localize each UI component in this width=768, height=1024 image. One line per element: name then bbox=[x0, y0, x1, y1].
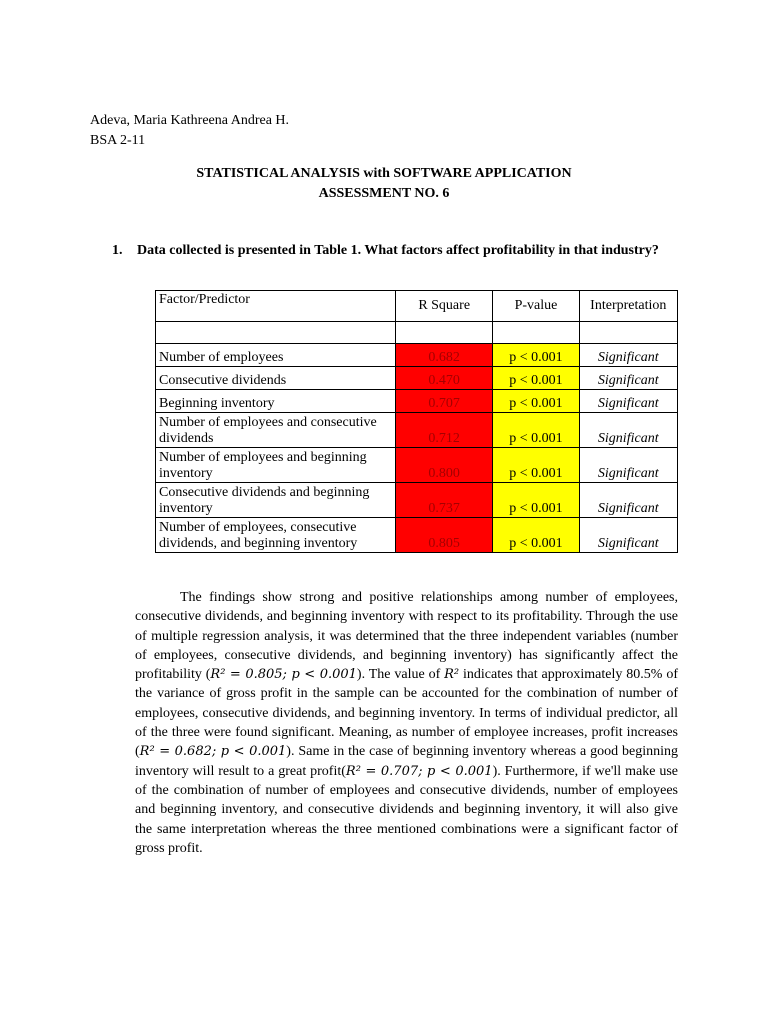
table-row bbox=[156, 390, 678, 413]
p-value-cell: p < 0.001 bbox=[493, 413, 579, 448]
interpretation-cell: Significant bbox=[579, 390, 677, 413]
p-value-cell: p < 0.001 bbox=[493, 390, 579, 413]
header-r-square: R Square bbox=[395, 291, 492, 322]
r-square-cell: 0.682 bbox=[395, 344, 492, 367]
paragraph-text: The findings show strong and positive relationships among number of employees, consecutive dividends, and beginning inventory with respect to its profitability. Through the use of multiple regression analysis, it was determined that the three independent variables (number of employees, consecutive dividends, and beginning inventory) has significantly affect the profitability ( bbox=[135, 590, 678, 683]
p-value-cell: p < 0.001 bbox=[493, 344, 579, 367]
findings-paragraph bbox=[135, 588, 678, 858]
table-row bbox=[156, 413, 678, 448]
interpretation-cell: Significant bbox=[579, 413, 677, 448]
factor-cell: Number of employees, consecutive dividends, and beginning inventory bbox=[156, 518, 396, 553]
blank-cell bbox=[395, 322, 492, 344]
interpretation-cell: Significant bbox=[579, 367, 677, 390]
results-table bbox=[155, 290, 678, 553]
blank-cell bbox=[579, 322, 677, 344]
r-square-cell: 0.805 bbox=[395, 518, 492, 553]
blank-cell bbox=[156, 322, 396, 344]
factor-cell: Consecutive dividends and beginning inventory bbox=[156, 483, 396, 518]
blank-cell bbox=[493, 322, 579, 344]
title-line-2: ASSESSMENT NO. 6 bbox=[318, 186, 450, 201]
interpretation-cell: Significant bbox=[579, 483, 677, 518]
interpretation-cell: Significant bbox=[579, 344, 677, 367]
r-square-cell: 0.737 bbox=[395, 483, 492, 518]
p-value-cell: p < 0.001 bbox=[493, 518, 579, 553]
p-value-cell: p < 0.001 bbox=[493, 367, 579, 390]
document-title bbox=[0, 164, 768, 204]
math-expression: R² bbox=[444, 667, 460, 683]
p-value-cell: p < 0.001 bbox=[493, 483, 579, 518]
paragraph-text: indicates that approximately 80.5% of the variance of gross profit in the sample can be accounted for the combination of number of employees, consecutive dividends, and beginning inventory. In terms of individual predictor, all of the three were found significant. Meaning, as number of employee increases, profit increases ( bbox=[135, 667, 678, 760]
header-interpretation: Interpretation bbox=[579, 291, 677, 322]
factor-cell: Beginning inventory bbox=[156, 390, 396, 413]
r-square-cell: 0.800 bbox=[395, 448, 492, 483]
r-square-cell: 0.707 bbox=[395, 390, 492, 413]
interpretation-cell: Significant bbox=[579, 518, 677, 553]
paragraph-text: ). The value of bbox=[356, 667, 445, 683]
table-header-row bbox=[156, 291, 678, 322]
header-factor: Factor/Predictor bbox=[156, 291, 396, 322]
table-row bbox=[156, 448, 678, 483]
math-expression: R² = 0.707; p < 0.001 bbox=[345, 763, 493, 779]
factor-cell: Number of employees and consecutive dividends bbox=[156, 413, 396, 448]
question-text: Data collected is presented in Table 1. What factors affect profitability in that industry? bbox=[137, 243, 659, 258]
paragraph-text: ). Furthermore, if we'll make use of the combination of number of employees and consecutive dividends, number of employees and beginning inventory, and consecutive dividends and beginning inventory, it will also give the same interpretation whereas the three mentioned combinations were a significant factor of gross profit. bbox=[135, 763, 678, 856]
factor-cell: Number of employees and beginning inventory bbox=[156, 448, 396, 483]
question-number: 1. bbox=[112, 243, 123, 258]
header-p-value: P-value bbox=[493, 291, 579, 322]
table-row bbox=[156, 518, 678, 553]
factor-cell: Consecutive dividends bbox=[156, 367, 396, 390]
factor-cell: Number of employees bbox=[156, 344, 396, 367]
table-blank-row bbox=[156, 322, 678, 344]
table-row bbox=[156, 483, 678, 518]
paragraph-text: ). Same in the case of beginning inventory whereas a good beginning inventory will result to a great profit( bbox=[135, 744, 678, 779]
section-label: BSA 2-11 bbox=[90, 133, 146, 148]
table-row bbox=[156, 367, 678, 390]
r-square-cell: 0.470 bbox=[395, 367, 492, 390]
math-expression: R² = 0.682; p < 0.001 bbox=[139, 744, 287, 760]
math-expression: R² = 0.805; p < 0.001 bbox=[210, 667, 357, 683]
author-block bbox=[90, 111, 289, 151]
table-row bbox=[156, 344, 678, 367]
title-line-1: STATISTICAL ANALYSIS with SOFTWARE APPLICATION bbox=[196, 166, 572, 181]
r-square-cell: 0.712 bbox=[395, 413, 492, 448]
p-value-cell: p < 0.001 bbox=[493, 448, 579, 483]
interpretation-cell: Significant bbox=[579, 448, 677, 483]
author-name: Adeva, Maria Kathreena Andrea H. bbox=[90, 113, 290, 128]
